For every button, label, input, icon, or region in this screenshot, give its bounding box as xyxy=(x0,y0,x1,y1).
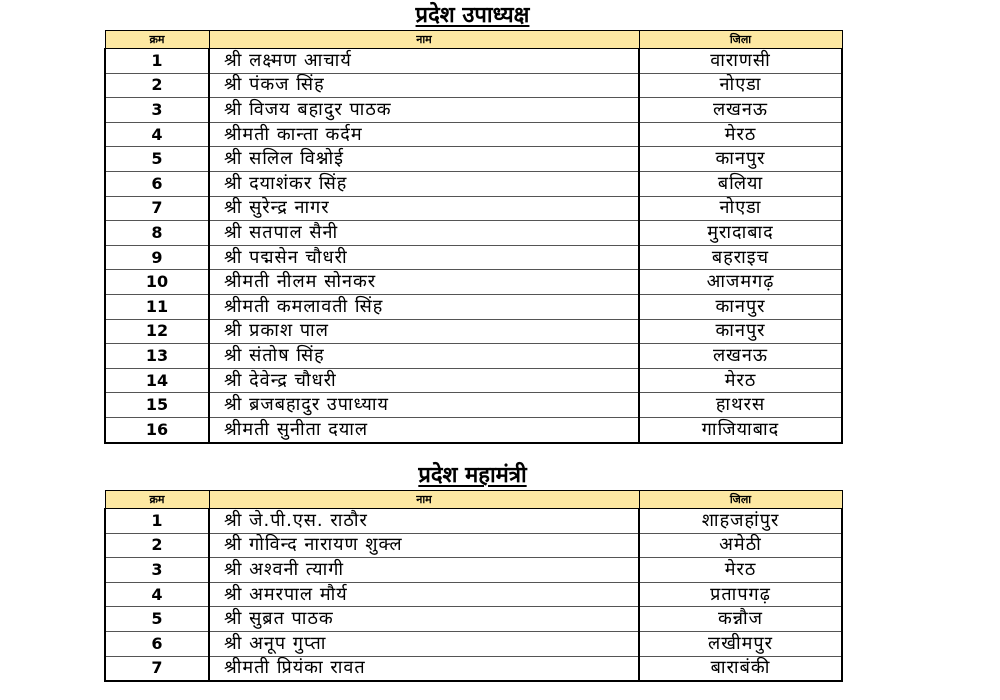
name-cell: श्रीमती कान्ता कर्दम xyxy=(209,122,639,147)
district-cell: नोएडा xyxy=(639,73,842,98)
district-cell: मेरठ xyxy=(639,122,842,147)
name-cell: श्री देवेन्द्र चौधरी xyxy=(209,368,639,393)
serial-cell: 7 xyxy=(105,656,209,681)
name-cell: श्री संतोष सिंह xyxy=(209,344,639,369)
table-row xyxy=(105,294,842,319)
serial-cell: 13 xyxy=(105,344,209,369)
district-cell: लखनऊ xyxy=(639,98,842,123)
district-cell: बहराइच xyxy=(639,245,842,270)
serial-cell: 2 xyxy=(105,73,209,98)
district-cell: प्रतापगढ़ xyxy=(639,582,842,607)
district-cell: बलिया xyxy=(639,171,842,196)
district-cell: कानपुर xyxy=(639,319,842,344)
table-row xyxy=(105,656,842,681)
district-cell: अमेठी xyxy=(639,533,842,558)
section-title xyxy=(104,464,841,490)
section-title xyxy=(104,4,841,30)
name-cell: श्रीमती सुनीता दयाल xyxy=(209,417,639,442)
name-cell: श्रीमती नीलम सोनकर xyxy=(209,270,639,295)
name-cell: श्री पंकज सिंह xyxy=(209,73,639,98)
serial-cell: 16 xyxy=(105,417,209,442)
name-cell: श्री अमरपाल मौर्य xyxy=(209,582,639,607)
name-cell: श्री सतपाल सैनी xyxy=(209,221,639,246)
table-body xyxy=(105,49,842,443)
header-name: नाम xyxy=(209,491,639,509)
name-cell: श्री पद्मसेन चौधरी xyxy=(209,245,639,270)
serial-cell: 2 xyxy=(105,533,209,558)
district-cell: कन्नौज xyxy=(639,607,842,632)
table-row xyxy=(105,631,842,656)
serial-cell: 6 xyxy=(105,171,209,196)
table-row xyxy=(105,221,842,246)
serial-cell: 7 xyxy=(105,196,209,221)
table-row xyxy=(105,147,842,172)
serial-cell: 4 xyxy=(105,582,209,607)
district-cell: मेरठ xyxy=(639,368,842,393)
table-row xyxy=(105,122,842,147)
name-cell: श्री सुब्रत पाठक xyxy=(209,607,639,632)
district-cell: मुरादाबाद xyxy=(639,221,842,246)
district-cell: मेरठ xyxy=(639,558,842,583)
district-cell: कानपुर xyxy=(639,294,842,319)
district-cell: वाराणसी xyxy=(639,49,842,74)
table-row xyxy=(105,98,842,123)
name-cell: श्री दयाशंकर सिंह xyxy=(209,171,639,196)
serial-cell: 1 xyxy=(105,509,209,534)
district-cell: आजमगढ़ xyxy=(639,270,842,295)
district-cell: शाहजहांपुर xyxy=(639,509,842,534)
header-district: जिला xyxy=(639,31,842,49)
general-secretaries-table xyxy=(104,490,843,682)
name-cell: श्री विजय बहादुर पाठक xyxy=(209,98,639,123)
serial-cell: 14 xyxy=(105,368,209,393)
serial-cell: 3 xyxy=(105,558,209,583)
table-body xyxy=(105,509,842,682)
name-cell: श्री ब्रजबहादुर उपाध्याय xyxy=(209,393,639,418)
table-row xyxy=(105,509,842,534)
table-row xyxy=(105,393,842,418)
vice-presidents-section xyxy=(104,4,841,444)
section-title-text: प्रदेश उपाध्यक्ष xyxy=(415,3,530,28)
table-row xyxy=(105,368,842,393)
district-cell: लखीमपुर xyxy=(639,631,842,656)
table-row xyxy=(105,417,842,442)
district-cell: नोएडा xyxy=(639,196,842,221)
name-cell: श्रीमती प्रियंका रावत xyxy=(209,656,639,681)
vice-presidents-table xyxy=(104,30,843,444)
serial-cell: 6 xyxy=(105,631,209,656)
serial-cell: 4 xyxy=(105,122,209,147)
serial-cell: 11 xyxy=(105,294,209,319)
name-cell: श्री प्रकाश पाल xyxy=(209,319,639,344)
name-cell: श्री लक्ष्मण आचार्य xyxy=(209,49,639,74)
district-cell: हाथरस xyxy=(639,393,842,418)
table-header-row xyxy=(105,491,842,509)
table-row xyxy=(105,319,842,344)
serial-cell: 5 xyxy=(105,607,209,632)
table-row xyxy=(105,344,842,369)
district-cell: लखनऊ xyxy=(639,344,842,369)
name-cell: श्री गोविन्द नारायण शुक्ल xyxy=(209,533,639,558)
name-cell: श्री सलिल विश्नोई xyxy=(209,147,639,172)
name-cell: श्री अनूप गुप्ता xyxy=(209,631,639,656)
table-row xyxy=(105,196,842,221)
serial-cell: 12 xyxy=(105,319,209,344)
general-secretaries-section xyxy=(104,464,841,682)
table-row xyxy=(105,558,842,583)
district-cell: कानपुर xyxy=(639,147,842,172)
header-district: जिला xyxy=(639,491,842,509)
serial-cell: 1 xyxy=(105,49,209,74)
name-cell: श्रीमती कमलावती सिंह xyxy=(209,294,639,319)
district-cell: बाराबंकी xyxy=(639,656,842,681)
name-cell: श्री सुरेन्द्र नागर xyxy=(209,196,639,221)
serial-cell: 8 xyxy=(105,221,209,246)
table-row xyxy=(105,245,842,270)
table-header-row xyxy=(105,31,842,49)
table-row xyxy=(105,582,842,607)
header-name: नाम xyxy=(209,31,639,49)
section-title-text: प्रदेश महामंत्री xyxy=(418,463,527,488)
serial-cell: 5 xyxy=(105,147,209,172)
table-row xyxy=(105,73,842,98)
table-row xyxy=(105,171,842,196)
table-row xyxy=(105,533,842,558)
table-row xyxy=(105,607,842,632)
table-row xyxy=(105,270,842,295)
serial-cell: 10 xyxy=(105,270,209,295)
serial-cell: 15 xyxy=(105,393,209,418)
serial-cell: 3 xyxy=(105,98,209,123)
district-cell: गाजियाबाद xyxy=(639,417,842,442)
table-row xyxy=(105,49,842,74)
serial-cell: 9 xyxy=(105,245,209,270)
header-serial: क्रम xyxy=(105,491,209,509)
name-cell: श्री अश्वनी त्यागी xyxy=(209,558,639,583)
name-cell: श्री जे.पी.एस. राठौर xyxy=(209,509,639,534)
header-serial: क्रम xyxy=(105,31,209,49)
